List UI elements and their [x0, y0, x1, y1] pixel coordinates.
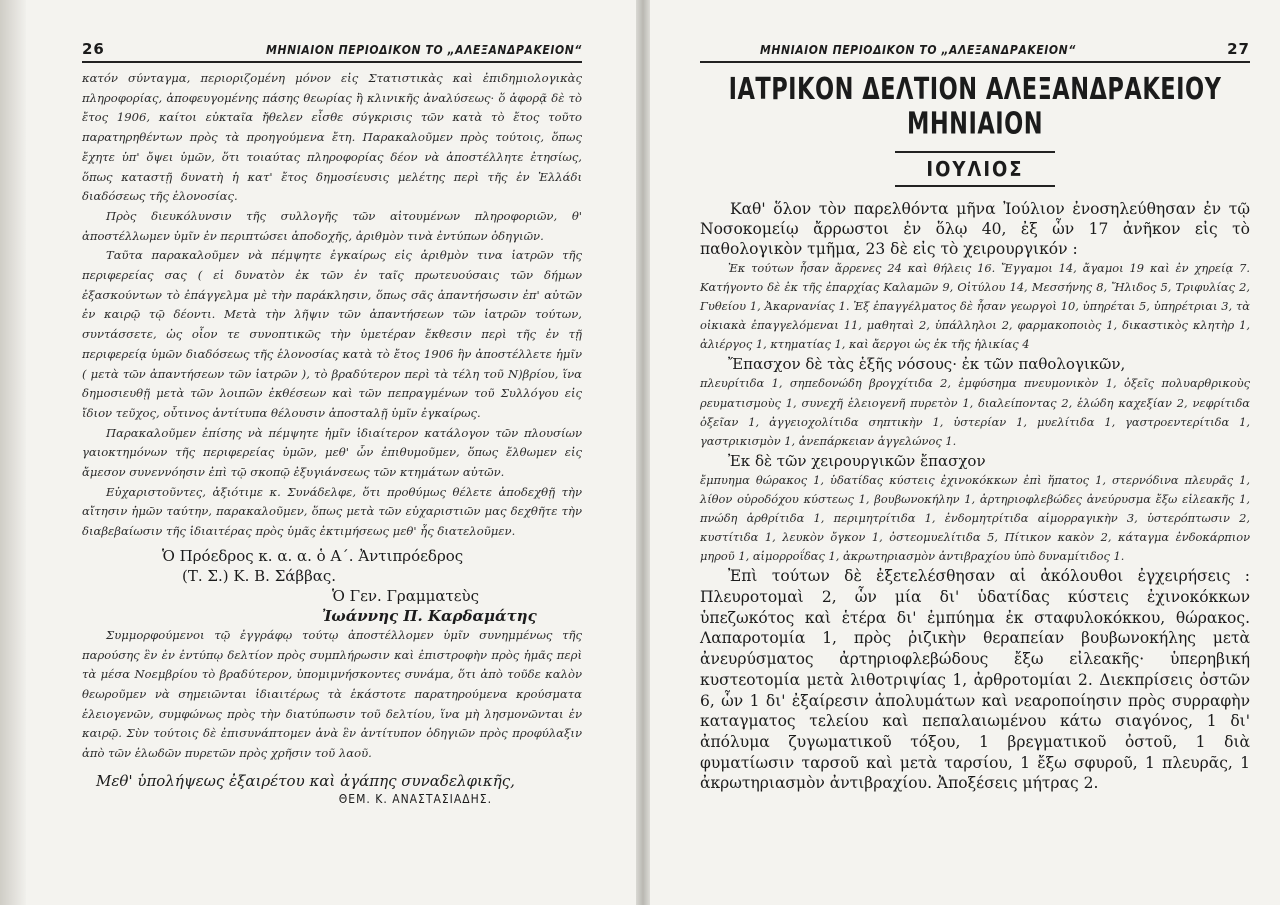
- right-page: [640, 0, 1280, 905]
- right-running-title: ΜΗΝΙΑΙΟΝ ΠΕΡΙΟΔΙΚΟΝ ΤΟ „ΑΛΕΞΑΝΔΡΑΚΕΙΟΝ“: [760, 43, 1076, 57]
- patient-stats: Ἐκ τούτων ἦσαν ἄρρενες 24 καὶ θήλεις 16. Ἔγγαμοι 14, ἄγαμοι 19 καὶ ἐν χηρείᾳ 7. Κατήγοντο δὲ ἐκ τῆς ἐπαρχίας Καλαμῶν 9, Οἰτύλου 14, Μεσσήνης 8, Ἤλιδος 5, Τριφυλίας 2, Γυθείου 1, Ἀκαρνανίας 1. Ἐξ ἐπαγγέλματος δὲ ἦσαν γεωργοὶ 10, ὑπηρέται 5, ὑπηρέτριαι 3, τὰ οἰκιακὰ ἐπαγγελόμεναι 11, μαθηταὶ 2, ὑπάλληλοι 2, φαρμακοποιὸς 1, δικαστικὸς κλητὴρ 1, ἀλιέργος 1, κτηματίας 1, καὶ ἄεργοι ὡς ἐκ τῆς ἡλικίας 4: [700, 261, 1250, 352]
- page-edge-shadow: [0, 0, 26, 905]
- paragraph: Παρακαλοῦμεν ἐπίσης νὰ πέμψητε ἡμῖν ἰδιαίτερον κατάλογον τῶν πλουσίων γαιοκτημόνων τῆς περιφερείας ὑμῶν, μεθ' ὧν ἐπιθυμοῦμεν, ὅπως ἔλθωμεν εἰς ἄμεσον συνεννόησιν ἐπὶ τῷ σκοπῷ ἐξυγιάνσεως τῶν κτημάτων αὐτῶν.: [82, 425, 582, 480]
- month-heading: ΙΟΥΛΙΟΣ: [895, 151, 1055, 187]
- seal-line: (Τ. Σ.) Κ. Β. Σάββας.: [182, 566, 337, 585]
- left-page-number: 26: [82, 40, 105, 58]
- right-running-head: [700, 40, 1250, 63]
- lead-paragraph: Καθ' ὅλον τὸν παρελθόντα μῆνα Ἰούλιον ἐνοσηλεύθησαν ἐν τῷ Νοσοκομείῳ ἄρρωστοι ἐν ὅλῳ 40, ἐξ ὧν 17 ἀνῆκον εἰς τὸ παθολογικὸν τμῆμα, 23 δὲ εἰς τὸ χειρουργικόν :: [700, 200, 1250, 258]
- paragraph: Συμμορφούμενοι τῷ ἐγγράφῳ τούτῳ ἀποστέλλομεν ὑμῖν συνημμένως τῆς παρούσης ἓν ἐν ἐντύπῳ δελτίον πρὸς συμπλήρωσιν καὶ ἐπιστροφὴν πρὸς ἡμᾶς περὶ τὰ μέσα Νοεμβρίου τὸ βραδύτερον, ὑπομιμνήσκοντες συνάμα, ὅτι ἀπὸ τοῦδε καλὸν θεωροῦμεν νὰ σημειῶνται ἰδιαιτέρως τὰ ἑκάστοτε παρατηρούμενα κρούσματα ἑλειογενῶν, συμφώνως πρὸς τὴν διατύπωσιν τοῦ δελτίου, ἵνα μὴ λησμονῶνται ἐν καιρῷ. Σὺν τούτοις δὲ ἐπισυνάπτομεν ἀνὰ ἓν ἀντίτυπον ὁδηγιῶν πρὸς προφύλαξιν ἀπὸ τῶν ἑλωδῶν πυρετῶν πρὸς χρῆσιν τοῦ λαοῦ.: [82, 627, 582, 761]
- paragraph: Ταῦτα παρακαλοῦμεν νὰ πέμψητε ἐγκαίρως εἰς ἀριθμὸν τινα ἰατρῶν τῆς περιφερείας σας ( εἰ δυνατὸν ἐκ τῶν ἐν ταῖς πρωτευούσαις τῶν δήμων ἐξασκούντων τὸ ἐπάγγελμα μὲ τὴν παράκλησιν, ὅπως σᾶς ἀπαντήσωσιν ἐπ' αὐτῶν ἐν καιρῷ τῷ δέοντι. Μετὰ τὴν λῆψιν τῶν ἀπαντήσεων τῶν ἰατρῶν τούτων, συντάσσετε, ὡς οἷον τε συνοπτικῶς τὴν ὑμετέραν ἔκθεσιν περὶ τῆς ἐν τῇ περιφερείᾳ ὑμῶν διαδόσεως τῆς ἑλονοσίας κατὰ τὸ ἔτος 1906 ἣν ἀποστέλλετε ἡμῖν ( μετὰ τῶν ἀπαντήσεων τῶν ἰατρῶν ), τὸ βραδύτερον περὶ τὰ τέλη τοῦ Ν)βρίου, ἵνα δημοσιευθῇ μετὰ τῶν λοιπῶν ἐκθέσεων καὶ τῶν πεπραγμένων τοῦ Συλλόγου εἰς ἴδιον τεῦχος, οὗτινος ἀντίτυπα θέλουσιν ἀποσταλῇ ὑμῖν ἐγκαίρως.: [82, 248, 582, 420]
- left-body: [82, 69, 582, 542]
- paragraph: κατόν σύνταγμα, περιοριζομένη μόνον εἰς Στατιστικὰς καὶ ἐπιδημιολογικὰς πληροφορίας, ἀποφευγομένης πάσης θεωρίας ἢ κλινικῆς ἀναλύσεως· ὅ ἀφορᾷ δὲ τὸ ἔτος 1906, καίτοι εὐκταῖα ἤθελεν εἶσθε σύγκρισις τῶν κατὰ τὸ ἔτος τοῦτο παρατηρηθέντων πρὸς τὰ προηγούμενα ἔτη. Παρακαλοῦμεν πρὸς τούτοις, ὅπως ἔχητε ὑπ' ὄψει ὑμῶν, ὅτι τοιαύτας πληροφορίας δέον νὰ ἀποστέλλητε ἐτησίως, ὅπως καταστῇ δυνατὴ ἡ κατ' ἔτος δημοσίευσις μελέτης περὶ τῆς ἐν Ἑλλάδι διαδόσεως τῆς ἑλονοσίας.: [82, 71, 582, 204]
- paragraph: Πρὸς διευκόλυνσιν τῆς συλλογῆς τῶν αἰτουμένων πληροφοριῶν, θ' ἀποστέλλωμεν ὑμῖν ἐν περιπτώσει ἀποδοχῆς, ἀριθμὸν τινὰ ἐντύπων ὁδηγιῶν.: [82, 208, 582, 243]
- secretary-name: Ἰωάννης Π. Καρδαμάτης: [322, 606, 537, 625]
- president-line: Ὁ Πρόεδρος κ. α. α. ὁ Α΄. Ἀντιπρόεδρος: [162, 546, 464, 565]
- left-running-head: [82, 40, 582, 63]
- left-body-post: [82, 626, 582, 764]
- operations-paragraph: Ἐπὶ τούτων δὲ ἐξετελέσθησαν αἱ ἀκόλουθοι ἐγχειρήσεις : Πλευροτομαὶ 2, ὧν μία δι' ὑδατίδας κύστεις ἐχινοκόκκων ὑπεζωκότος καὶ ἑτέρα δι' ἐμπύημα ἐκ σταφυλοκόκκου, θώρακος. Λαπαροτομία 1, πρὸς ῥιζικὴν θεραπείαν βουβωνοκήλης μετὰ ἀνευρύσματος ἀρτηριοφλεβώδους ἔξω εἰλεακῆς· ὑπερηβική κυστεοτομία μετὰ λιθοτριψίας 1, ἀρθροτομίαι 2. Διεκπρίσεις ὀστῶν 6, ὧν 1 δι' ἐξαίρεσιν ἀπολυμάτων καὶ νεαροποίησιν πρὸς συρραφὴν καταγματος τελείου καὶ πεπαλαιωμένου κάτω σιαγόνος, 1 δι' ἀπόλυμα ζυγωματικοῦ τόξου, 1 βρεγματικοῦ ὀστοῦ, 1 διὰ φυματίωσιν ταρσοῦ καὶ μετὰ ταρσίου, 1 ἔξω σφυροῦ, 1 πλευρᾶς, 1 ἀκρωτηριασμὸν ἀντιβραχίου. Ἀποξέσεις μήτρας 2.: [700, 567, 1250, 793]
- paragraph: Εὐχαριστοῦντες, ἀξιότιμε κ. Συνάδελφε, ὅτι προθύμως θέλετε ἀποδεχθῇ τὴν αἴτησιν ἡμῶν ταύτην, παρακαλοῦμεν, ὅπως μετὰ τῶν εὐχαριστιῶν μας δεχθῆτε τὴν διαβεβαίωσιν τῆς ἰδιαιτέρας πρὸς ὑμᾶς ἐκτιμήσεως μεθ' ἧς διατελοῦμεν.: [82, 484, 582, 539]
- journal-title: ΙΑΤΡΙΚΟΝ ΔΕΛΤΙΟΝ ΑΛΕΞΑΝΔΡΑΚΕΙΟΥ ΜΗΝΙΑΙΟΝ: [728, 71, 1222, 141]
- surgery-list: ἔμπυημα θώρακος 1, ὑδατίδας κύστεις ἐχινοκόκκων ἐπὶ ἥπατος 1, στερνόδινα πλευρᾶς 1, λίθον οὐροδόχου κύστεως 1, βουβωνοκήλην 1, ἀρτηριοφλεβώδες ἀνεύρυσμα ἔξω εἰλεακῆς 1, πνώδη ἀρθρίτιδα 1, περιμητρίτιδα 1, ἐνδομητρίτιδα αἱμορραγικὴν 3, ὑστερόπτωσιν 2, κυστίτιδα 1, λευκὸν ὄγκον 1, ὀστεομυελίτιδα 5, Πίτικον κακὸν 2, κάταγμα ἐνδοκάρπιον μηροῦ 1, αἱμορροΐδας 1, ἀκρωτηριασμὸν ἀντιβραχίου ὑπὸ δυναμίτιδος 1.: [700, 472, 1250, 564]
- signature-block: [82, 546, 582, 626]
- book-gutter: [636, 0, 650, 905]
- closing-line: Μεθ' ὑπολήψεως ἐξαιρέτου καὶ ἀγάπης συναδελφικῆς,: [96, 771, 515, 790]
- secretary-title: Ὁ Γεν. Γραμματεὺς: [332, 586, 480, 605]
- right-page-number: 27: [1227, 40, 1250, 58]
- left-running-title: ΜΗΝΙΑΙΟΝ ΠΕΡΙΟΔΙΚΟΝ ΤΟ „ΑΛΕΞΑΝΔΡΑΚΕΙΟΝ“: [266, 43, 582, 57]
- surgery-heading: Ἐκ δὲ τῶν χειρουργικῶν ἔπασχον: [728, 451, 986, 470]
- pathology-heading: Ἔπασχον δὲ τὰς ἑξῆς νόσους· ἐκ τῶν παθολογικῶν,: [728, 355, 1126, 374]
- author-signature: ΘΕΜ. Κ. ΑΝΑΣΤΑΣΙΑΔΗΣ.: [338, 791, 492, 806]
- pathology-list: πλευρίτιδα 1, σηπεδονώδη βρογχίτιδα 2, ἐμφύσημα πνευμονικὸν 1, ὀξεῖς πολυαρθρικοὺς ρευματισμοὺς 1, συνεχῆ ἑλειογενῆ πυρετὸν 1, διαλείποντας 2, ἑλώδη καχεξίαν 2, νεφρίτιδα ὀξεῖαν 1, ἀγγειοχολίτιδα σηπτικὴν 1, ὑστερίαν 1, μυελίτιδα 1, γαστροεντερίτιδα 1, γαστρικισμὸν 1, ἀνεπάρκειαν ἀγγελώνος 1.: [700, 376, 1250, 448]
